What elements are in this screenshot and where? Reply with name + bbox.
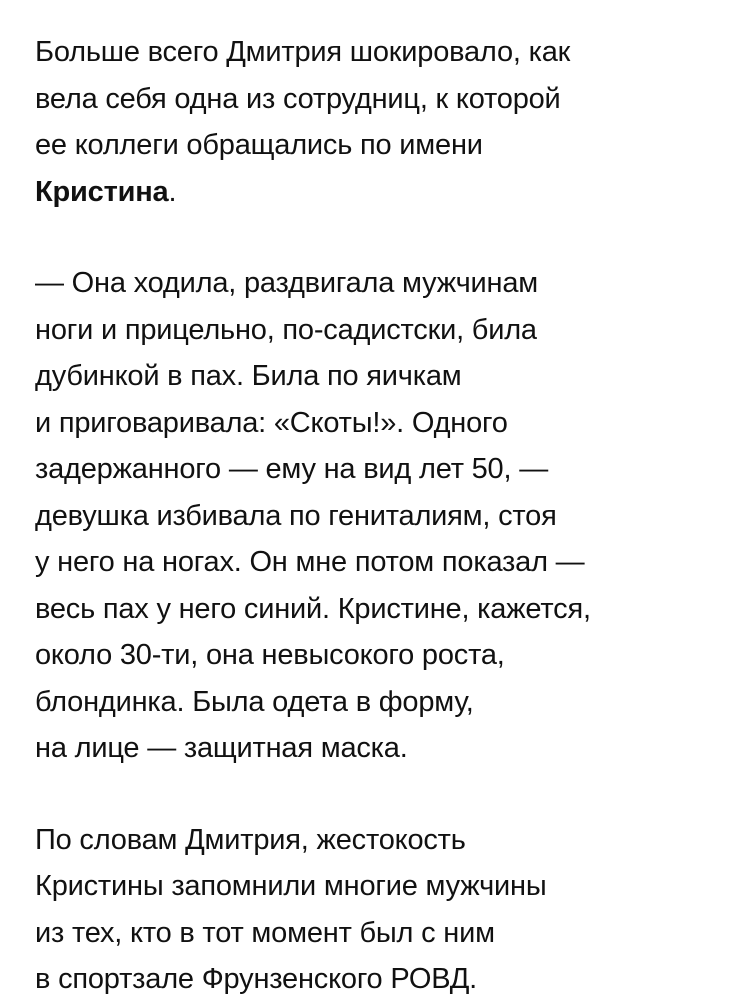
text-line: и приговаривала: «Скоты!». Одного <box>35 406 508 439</box>
text-period: . <box>168 175 177 208</box>
bold-name: Кристина <box>35 175 169 208</box>
text-line: весь пах у него синий. Кристине, кажется, <box>35 592 591 625</box>
text-line: ноги и прицельно, по-садистски, била <box>35 313 537 346</box>
text-line <box>35 169 730 216</box>
paragraph-intro <box>35 29 730 215</box>
text-line: в спортзале Фрунзенского РОВД. <box>35 963 478 995</box>
text-line: задержанного — ему на вид лет 50, — <box>35 453 549 485</box>
text-line: у него на ногах. Он мне потом показал — <box>35 546 585 578</box>
text-line: около 30-ти, она невысокого роста, <box>35 639 505 671</box>
text-line: на лице — защитная маска. <box>35 732 408 764</box>
paragraph-quote <box>35 260 730 772</box>
text-line: вела себя одна из сотрудниц, к которой <box>35 82 561 115</box>
text-line: дубинкой в пах. Била по яичкам <box>35 360 462 392</box>
text-line: блондинка. Была одета в форму, <box>35 685 474 718</box>
text-line: Больше всего Дмитрия шокировало, как <box>35 36 571 68</box>
text-line: ее коллеги обращались по имени <box>35 129 483 161</box>
text-line: девушка избивала по гениталиям, стоя <box>35 499 557 532</box>
text-line: из тех, кто в тот момент был с ним <box>35 916 495 949</box>
text-line: — Она ходила, раздвигала мужчинам <box>35 267 539 299</box>
text-line: Кристины запомнили многие мужчины <box>35 870 547 902</box>
text-line: По словам Дмитрия, жестокость <box>35 823 466 856</box>
paragraph-conclusion <box>35 817 730 1003</box>
